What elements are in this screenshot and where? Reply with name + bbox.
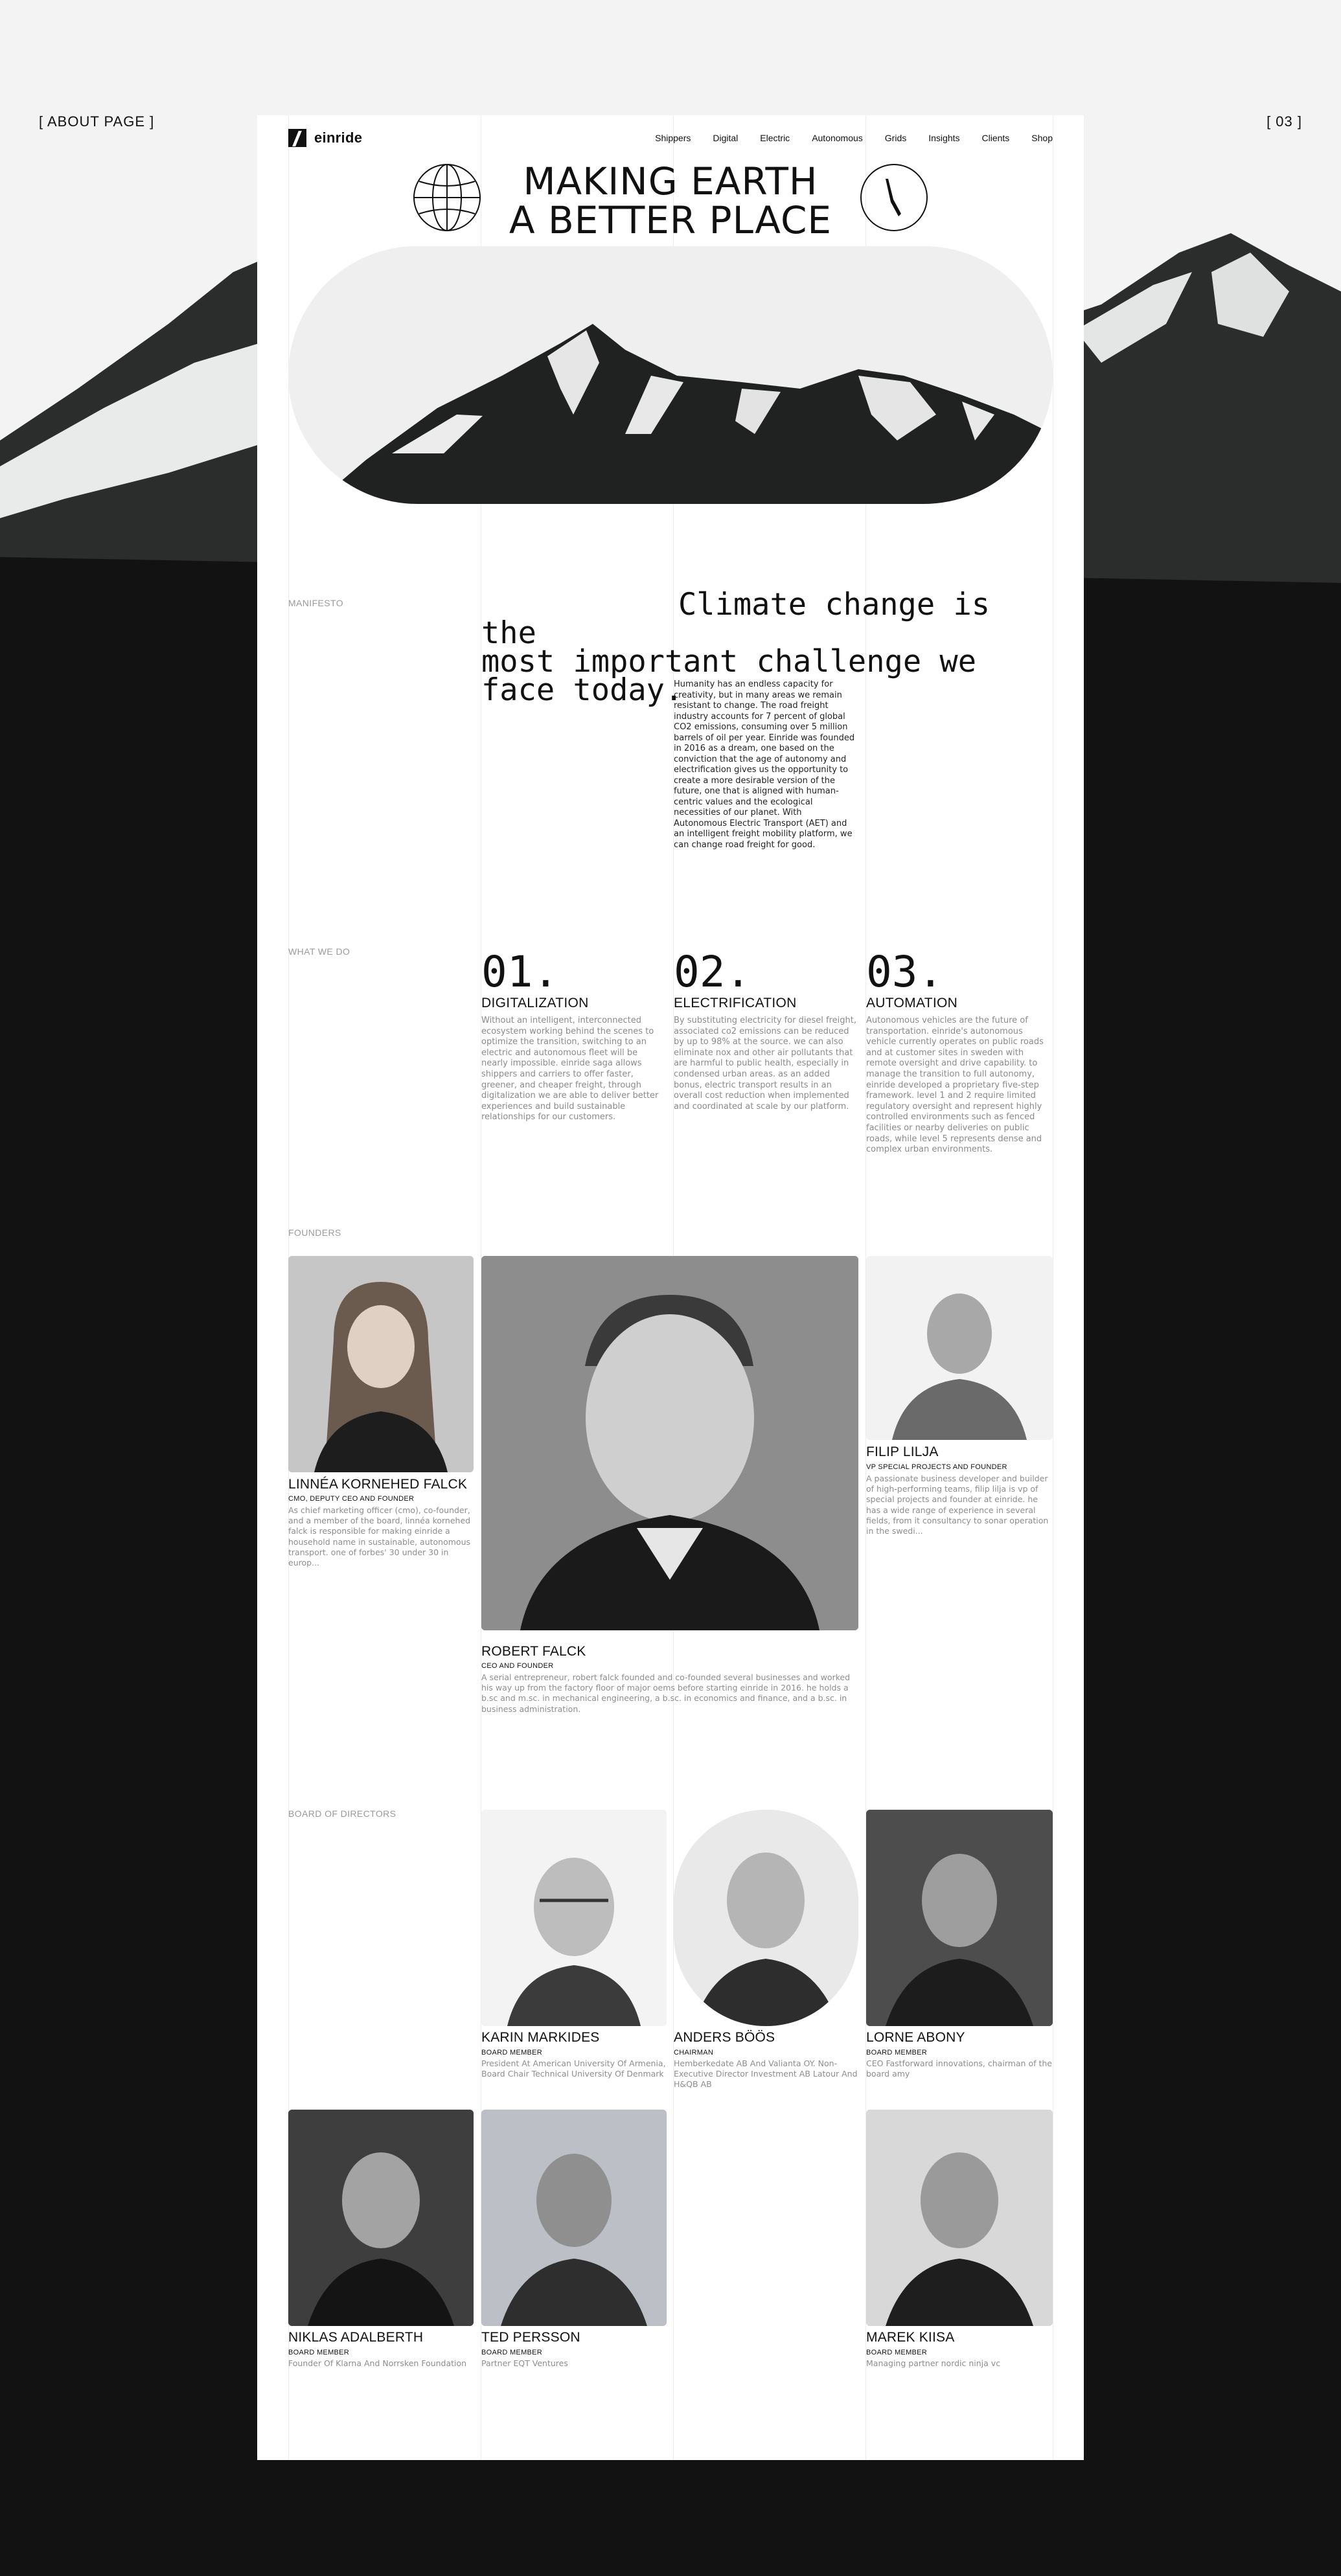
board-text-karin: President At American University Of Armenia, Board Chair Technical University Of Denmark [481, 2058, 666, 2079]
nav-link-grids[interactable]: Grids [884, 133, 907, 143]
item-number-03: 03. [866, 947, 944, 997]
item-number-01: 01. [481, 947, 559, 997]
board-role-marek: BOARD MEMBER [866, 2349, 928, 2356]
founder-name-filip: FILIP LILJA [866, 1444, 939, 1459]
globe-icon [413, 163, 481, 232]
board-name-ted: TED PERSSON [481, 2330, 580, 2345]
logo-mark-icon [288, 129, 306, 147]
founder-role-filip: VP SPECIAL PROJECTS AND FOUNDER [866, 1463, 1007, 1471]
founder-text-filip: A passionate business developer and builder of high-performing teams, filip lilja is vp of special projects and founder at einride. he has a wide range of experience in several fields, from it consultancy to sonar operation in the swedi... [866, 1474, 1049, 1536]
board-name-anders: ANDERS BÖÖS [674, 2030, 775, 2045]
board-text-ted: Partner EQT Ventures [481, 2358, 568, 2368]
brand-logo[interactable] [288, 129, 362, 147]
nav-link-shippers[interactable]: Shippers [655, 133, 691, 143]
board-role-anders: CHAIRMAN [674, 2049, 714, 2057]
manifesto-headline-line3: face today. [481, 672, 683, 708]
board-label: BOARD OF DIRECTORS [288, 1808, 396, 1819]
nav-link-shop[interactable]: Shop [1031, 133, 1053, 143]
founder-text-linnea: As chief marketing officer (cmo), co-founder, and a member of the board, linnéa kornehed falck is responsible for making einride a household name in sustainable, autonomous transport. one of forbes' 30 under 30 in europ... [288, 1505, 471, 1568]
what-we-do-label: WHAT WE DO [288, 946, 350, 957]
brand-name: einride [314, 130, 363, 146]
item-text-automation: Autonomous vehicles are the future of transportation. einride's autonomous vehicle currently operates on public roads and at customer sites in sweden with remote oversight and drive capability. to manage the transition to full autonomy, einride developed a proprietary five-step framework. level 1 and 2 require limited regulatory oversight and represent highly controlled environments such as fenced facilities or nearby deliveries on public roads, while level 5 represents dense and complex urban environments. [866, 1016, 1044, 1155]
portrait-filip-lilja [866, 1256, 1053, 1440]
portrait-marek-kiisa [866, 2110, 1053, 2326]
item-number-02: 02. [674, 947, 751, 997]
nav-link-autonomous[interactable]: Autonomous [812, 133, 863, 143]
board-role-niklas: BOARD MEMBER [288, 2349, 350, 2356]
board-text-niklas: Founder Of Klarna And Norrsken Foundation [288, 2358, 467, 2368]
item-title-automation: AUTOMATION [866, 996, 958, 1010]
board-name-niklas: NIKLAS ADALBERTH [288, 2330, 424, 2345]
founders-label: FOUNDERS [288, 1227, 341, 1238]
board-role-lorne: BOARD MEMBER [866, 2049, 928, 2057]
founder-name-linnea: LINNÉA KORNEHED FALCK [288, 1477, 468, 1492]
board-name-marek: MAREK KIISA [866, 2330, 955, 2345]
item-text-electrification: By substituting electricity for diesel freight, associated co2 emissions can be reduced by up to 98% at the source. we can also eliminate nox and other air pollutants that are harmful to public health, especially in condensed urban areas. as an added bonus, electric transport results in an overall cost reduction when implemented and coordinated at scale by our platform. [674, 1016, 857, 1111]
hero-title [490, 159, 851, 242]
top-navigation [288, 128, 1053, 148]
page-number-label: [ 03 ] [1266, 113, 1302, 130]
manifesto-label: MANIFESTO [288, 598, 344, 608]
item-text-digitalization: Without an intelligent, interconnected ecosystem working behind the scenes to optimize the transition, switching to an electric and autonomous fleet will be nearly impossible. einride saga allows shippers and carriers to offer faster, greener, and cheaper freight, through digitalization we are able to deliver better experiences and build sustainable relationships for our customers. [481, 1016, 659, 1123]
nav-link-digital[interactable]: Digital [713, 133, 739, 143]
manifesto-body: Humanity has an endless capacity for creativity, but in many areas we remain resistant to change. The road freight industry accounts for 7 percent of global CO2 emissions, consuming over 5 million barrels of oil per year. Einride was founded in 2016 as a dream, one based on the conviction that the age of autonomy and electrification gives us the opportunity to create a more desirable version of the future, one that is aligned with human-centric values and the ecological necessities of our planet. With Autonomous Electric Transport (AET) and an intelligent freight mobility platform, we can change road freight for good. [674, 679, 855, 850]
founder-role-robert: CEO AND FOUNDER [481, 1662, 554, 1670]
about-page-label: [ ABOUT PAGE ] [39, 113, 155, 130]
manifesto-headline-line1: Climate change is the [481, 587, 991, 651]
board-role-karin: BOARD MEMBER [481, 2049, 543, 2057]
nav-links [655, 133, 1053, 143]
board-name-karin: KARIN MARKIDES [481, 2030, 600, 2045]
nav-link-insights[interactable]: Insights [928, 133, 960, 143]
nav-link-clients[interactable]: Clients [981, 133, 1010, 143]
hero-title-line1: MAKING EARTH [523, 159, 818, 203]
brand-circle-icon [860, 163, 928, 232]
board-role-ted: BOARD MEMBER [481, 2349, 543, 2356]
hero-mountain-image [288, 246, 1053, 504]
board-text-anders: Hemberkedate AB And Valianta OY. Non-Executive Director Investment AB Latour And H&QB AB [674, 2058, 858, 2090]
board-name-lorne: LORNE ABONY [866, 2030, 965, 2045]
founder-text-robert: A serial entrepreneur, robert falck founded and co-founded several businesses and worked his way up from the factory floor of major oems before starting einride in 2016. he holds a b.sc and m.sc. in mechanical engineering, a b.sc. in economics and finance, and a b.sc. in business administration. [481, 1672, 851, 1714]
page-frame [257, 115, 1084, 2460]
portrait-linnea-kornehed-falck [288, 1256, 474, 1472]
hero-title-line2: A BETTER PLACE [509, 198, 832, 242]
founder-name-robert: ROBERT FALCK [481, 1644, 586, 1659]
portrait-lorne-abony [866, 1810, 1053, 2026]
board-text-lorne: CEO Fastforward innovations, chairman of the board amy [866, 2058, 1052, 2079]
portrait-karin-markides [481, 1810, 667, 2026]
item-title-digitalization: DIGITALIZATION [481, 996, 589, 1010]
founder-role-linnea: CMO, DEPUTY CEO AND FOUNDER [288, 1495, 415, 1503]
nav-link-electric[interactable]: Electric [760, 133, 790, 143]
manifesto-headline-line2: most important challenge we [481, 644, 977, 679]
board-text-marek: Managing partner nordic ninja vc [866, 2358, 1001, 2368]
portrait-robert-falck [481, 1256, 858, 1630]
portrait-anders-boos [674, 1810, 858, 2026]
item-title-electrification: ELECTRIFICATION [674, 996, 797, 1010]
portrait-ted-persson [481, 2110, 667, 2326]
portrait-niklas-adalberth [288, 2110, 474, 2326]
